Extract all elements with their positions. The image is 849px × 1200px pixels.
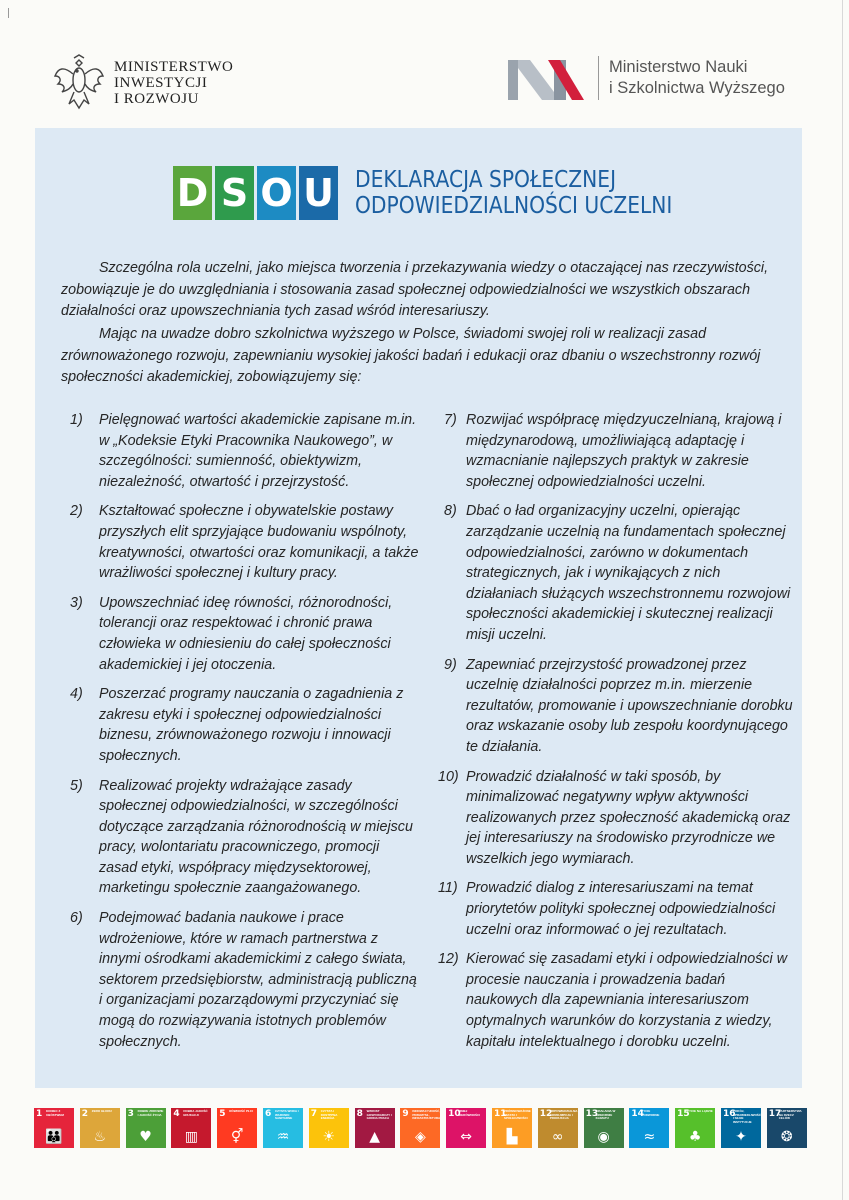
sdg-goal-label: CZYSTA WODA I WARUNKI SANITARNE <box>274 1109 299 1120</box>
commitment-number: 9) <box>444 656 457 673</box>
sdg-goal-label: ŻYCIE NA LĄDZIE <box>687 1109 713 1113</box>
commitment-item <box>60 776 420 900</box>
commitment-number: 4) <box>70 686 83 703</box>
sdg-goal-number: 10 <box>448 1109 461 1119</box>
sdg-goal-number: 11 <box>493 1109 507 1119</box>
sdg-goal-label: CZYSTA I DOSTĘPNA ENERGIA <box>320 1109 338 1120</box>
commitment-text: Prowadzić dialog z interesariuszami na temat priorytetów polityki społecznej odpowiedzialności uczelni oraz informować o jej rezultatach. <box>466 880 776 938</box>
sdg-goal-number: 5 <box>219 1109 226 1119</box>
sdg-goal-9 <box>400 1108 440 1148</box>
commitment-text: Dbać o ład organizacyjny uczelni, opierając zarządzanie uczelnią na fundamentach społecznej odpowiedzialności, zarówno w dokumentach strategicznych, jak i wynikających z nich działaniach służących wszechstronnemu rozwojowi społeczności akademickiej i skutecznej realizacji misji uczelni. <box>466 503 791 643</box>
sdg-goal-label: KONIEC Z UBÓSTWEM <box>46 1109 64 1117</box>
miir-name-line: INWESTYCJI <box>114 75 208 91</box>
sdg-goal-label: POKÓJ, SPRAWIEDLIWOŚĆ I SILNE INSTYTUCJE <box>732 1109 761 1124</box>
commitment-text: Kierować się zasadami etyki i odpowiedzialności w procesie nauczania i prowadzenia badań naukowych dla zapewniania interesariuszom optymalnych warunków do korzystania z wiedzy, kapitału intelektualnego i dorobku uczelni. <box>466 951 788 1050</box>
sdg-goal-17 <box>767 1108 807 1148</box>
sdg-goal-label: ŻYCIE PODWODNE <box>641 1109 660 1117</box>
water-drop-icon: ♒ <box>276 1129 290 1145</box>
sdg-goal-1 <box>34 1108 74 1148</box>
sdg-goal-number: 3 <box>127 1109 134 1119</box>
sdg-goal-14 <box>629 1108 669 1148</box>
commitment-number: 1) <box>70 412 83 428</box>
sdg-goals-strip <box>34 1108 813 1148</box>
sdg-goal-label: DOBRA JAKOŚĆ EDUKACJI <box>183 1109 208 1117</box>
sdg-goal-11 <box>492 1108 532 1148</box>
sdg-goal-number: 1 <box>36 1109 43 1119</box>
commitment-number: 8) <box>444 503 457 520</box>
declaration-panel <box>35 128 802 1088</box>
intro-text: Szczególna rola uczelni, jako miejsca tworzenia i przekazywania wiedzy o otaczającej nas rzeczywistości, zobowiązuje je do uwzględniania i stosowania zasad społecznej odpowiedzialności we wszystkich obszarach działalności oraz upowszechniania tych zasad wśród interesariuszy. <box>61 260 769 319</box>
sdg-goal-number: 15 <box>677 1109 690 1119</box>
commitment-number: 7) <box>444 412 457 428</box>
intro-paragraph <box>61 324 779 389</box>
commitment-item <box>430 878 795 940</box>
commitment-item <box>430 410 795 492</box>
commitment-number: 6) <box>70 910 83 927</box>
miir-logo <box>52 54 233 112</box>
sdg-goal-number: 8 <box>356 1109 363 1119</box>
header <box>0 48 849 118</box>
commitment-text: Rozwijać współpracę międzyuczelnianą, krajową i międzynarodową, umożliwiającą adaptację i wzmacnianie najlepszych praktyk w zakresie społecznej odpowiedzialności uczelni. <box>466 412 782 490</box>
commitment-item <box>60 593 420 675</box>
sdg-goal-label: WZROST GOSPODARCZY I GODNA PRACA <box>366 1109 392 1120</box>
commitment-item <box>430 501 795 645</box>
city-icon: ▙ <box>506 1129 518 1145</box>
sdg-goal-number: 6 <box>264 1109 272 1119</box>
fish-icon: ≈ <box>643 1129 656 1145</box>
commitments-left-column <box>60 410 420 1061</box>
bowl-icon: ♨ <box>93 1129 107 1145</box>
sun-icon: ☀ <box>322 1129 336 1145</box>
sdg-goal-15 <box>675 1108 715 1148</box>
family-icon: 👪 <box>45 1129 63 1145</box>
sdg-goal-3 <box>126 1108 166 1148</box>
page-edge <box>842 0 843 1200</box>
sdg-goal-label: ZERO GŁODU <box>91 1109 112 1113</box>
commitment-number: 3) <box>70 594 83 611</box>
eye-globe-icon: ◉ <box>597 1129 610 1145</box>
dsou-title <box>173 166 716 220</box>
commitment-number: 10) <box>438 768 459 785</box>
sdg-goal-13 <box>584 1108 624 1148</box>
intro-text: Mając na uwadze dobro szkolnictwa wyższego w Polsce, świadomi swojej roli w realizacji zasad zrównoważonego rozwoju, zapewnianiu wysokiej jakości badań i edukacji oraz dbaniu o wszechstronny rozwój społeczności akademickiej, zobowiązujemy się: <box>61 326 761 385</box>
mnisw-emblem-icon <box>508 56 584 100</box>
logo-separator <box>598 56 599 100</box>
sdg-goal-number: 7 <box>310 1109 318 1119</box>
commitment-number: 12) <box>438 951 459 968</box>
declaration-title-line: ODPOWIEDZIALNOŚCI UCZELNI <box>355 193 673 219</box>
growth-chart-icon: ▲ <box>369 1129 380 1145</box>
sdg-goal-8 <box>355 1108 395 1148</box>
mnisw-name <box>609 57 785 99</box>
gender-icon: ⚥ <box>230 1129 244 1145</box>
commitment-item <box>60 908 420 1052</box>
mnisw-logo <box>508 56 785 100</box>
sdg-goal-label: DOBRE ZDROWIE I JAKOŚĆ ŻYCIA <box>137 1109 164 1117</box>
commitment-text: Prowadzić działalność w taki sposób, by minimalizować negatywny wpływ aktywności realizowanych przez społeczność akademicką oraz jej interesariuszy na środowisko przyrodnicze we wszelkich jego wymiarach. <box>466 768 791 867</box>
sdg-goal-5 <box>217 1108 257 1148</box>
sdg-goal-number: 2 <box>81 1109 89 1119</box>
sdg-goal-label: ODPOWIEDZIALNA KONSUMPCJA I PRODUKCJA <box>549 1109 578 1120</box>
commitment-item <box>430 949 795 1052</box>
sdg-goal-6 <box>263 1108 303 1148</box>
sdg-goal-2 <box>80 1108 120 1148</box>
sdg-goal-16 <box>721 1108 761 1148</box>
sdg-goal-number: 9 <box>402 1109 409 1119</box>
sdg-goal-label: INNOWACYJNOŚĆ, PRZEMYSŁ, INFRASTRUKTURA <box>412 1109 441 1120</box>
intro-paragraph <box>61 258 779 323</box>
sdg-goal-number: 16 <box>722 1109 736 1119</box>
dsou-tile-s: S <box>215 166 254 220</box>
infinity-icon: ∞ <box>551 1129 564 1145</box>
sdg-goal-12 <box>538 1108 578 1148</box>
sdg-goal-10 <box>446 1108 486 1148</box>
dsou-tile-d: D <box>173 166 212 220</box>
sdg-goal-label: MNIEJ NIERÓWNOŚCI <box>458 1109 481 1117</box>
sdg-goal-label: PARTNERSTWA NA RZECZ CELÓW <box>778 1109 802 1120</box>
sdg-goal-7 <box>309 1108 349 1148</box>
commitment-text: Kształtować społeczne i obywatelskie postawy przyszłych elit sprzyjające budowaniu wspólnoty, kreatywności, otwartości oraz komunikacji, a także wrażliwości społecznej i kultury pracy. <box>99 503 419 582</box>
sdg-goal-number: 17 <box>768 1109 782 1119</box>
partnership-ring-icon: ❂ <box>780 1129 793 1145</box>
commitment-number: 5) <box>70 777 83 794</box>
commitment-item <box>60 501 420 583</box>
commitment-text: Zapewniać przejrzystość prowadzonej przez uczelnię działalności poprzez m.in. mierzenie rezultatów, promowanie i upowszechnianie dorobku oraz wskazanie osoby lub zespołu koordynującego te działania. <box>466 656 793 755</box>
eagle-emblem-icon <box>52 54 106 112</box>
commitment-item <box>60 410 420 492</box>
commitment-item <box>430 767 795 870</box>
sdg-goal-label: DZIAŁANIA W DZIEDZINIE KLIMATU <box>595 1109 616 1120</box>
commitment-text: Podejmować badania naukowe i prace wdrożeniowe, które w ramach partnerstwa z innymi ośrodkami akademickimi z całego świata, sektorem przedsiębiorstw, administracją publiczną i organizacjami pozarządowymi przyczyniać się mogą do rozwiązywania istotnych problemów społecznych. <box>99 910 417 1050</box>
sdg-goal-label: ZRÓWNOWAŻONE MIASTA I SPOŁECZNOŚCI <box>503 1109 531 1120</box>
declaration-title <box>355 167 672 219</box>
book-icon: ▥ <box>184 1129 198 1145</box>
sdg-goal-number: 14 <box>631 1109 644 1119</box>
scan-mark <box>8 8 9 18</box>
heartbeat-icon: ♥ <box>139 1129 152 1145</box>
sdg-goal-4 <box>171 1108 211 1148</box>
dsou-tile-o: O <box>257 166 296 220</box>
mnisw-name-line: Ministerstwo Nauki <box>609 58 748 76</box>
commitment-text: Upowszechniać ideę równości, różnorodności, tolerancji oraz respektować i chronić prawa człowieka w odniesieniu do całej społeczności akademickiej i jej otoczenia. <box>99 594 393 673</box>
commitment-number: 2) <box>70 503 83 520</box>
miir-name-line: MINISTERSTWO <box>114 59 234 75</box>
commitments-right-column <box>430 410 795 1061</box>
cubes-icon: ◈ <box>414 1129 426 1145</box>
mnisw-name-line: i Szkolnictwa Wyższego <box>609 79 785 97</box>
commitment-item <box>60 684 420 766</box>
sdg-goal-number: 12 <box>539 1109 553 1119</box>
sdg-goal-label: RÓWNOŚĆ PŁCI <box>229 1109 253 1113</box>
sdg-goal-number: 4 <box>173 1109 180 1119</box>
commitment-text: Realizować projekty wdrażające zasady społecznej odpowiedzialności, w szczególności dotyczące zarządzania różnorodnością w miejscu pracy, wolontariatu pracowniczego, promocji zasad etyki, współpracy międzysektorowej, marketingu społecznie zaangażowanego. <box>99 777 413 897</box>
commitment-text: Pielęgnować wartości akademickie zapisane m.in. w „Kodeksie Etyki Pracownika Naukowego”, w szczególności: sumienność, obiektywizm, niezależność, otwartość i przejrzystość. <box>99 412 417 490</box>
dove-icon: ✦ <box>735 1129 747 1145</box>
miir-name <box>114 59 233 107</box>
declaration-title-line: DEKLARACJA SPOŁECZNEJ <box>355 167 617 193</box>
commitment-text: Poszerzać programy nauczania o zagadnienia z zakresu etyki i społecznej odpowiedzialności biznesu, zrównoważonego rozwoju i innowacji społecznych. <box>99 686 404 764</box>
commitment-number: 11) <box>438 880 458 897</box>
equality-icon: ⇔ <box>460 1129 473 1145</box>
miir-name-line: I ROZWOJU <box>114 91 199 107</box>
dsou-tile-u: U <box>299 166 338 220</box>
sdg-goal-number: 13 <box>585 1109 599 1119</box>
tree-icon: ♣ <box>688 1129 702 1145</box>
commitment-item <box>430 655 795 758</box>
